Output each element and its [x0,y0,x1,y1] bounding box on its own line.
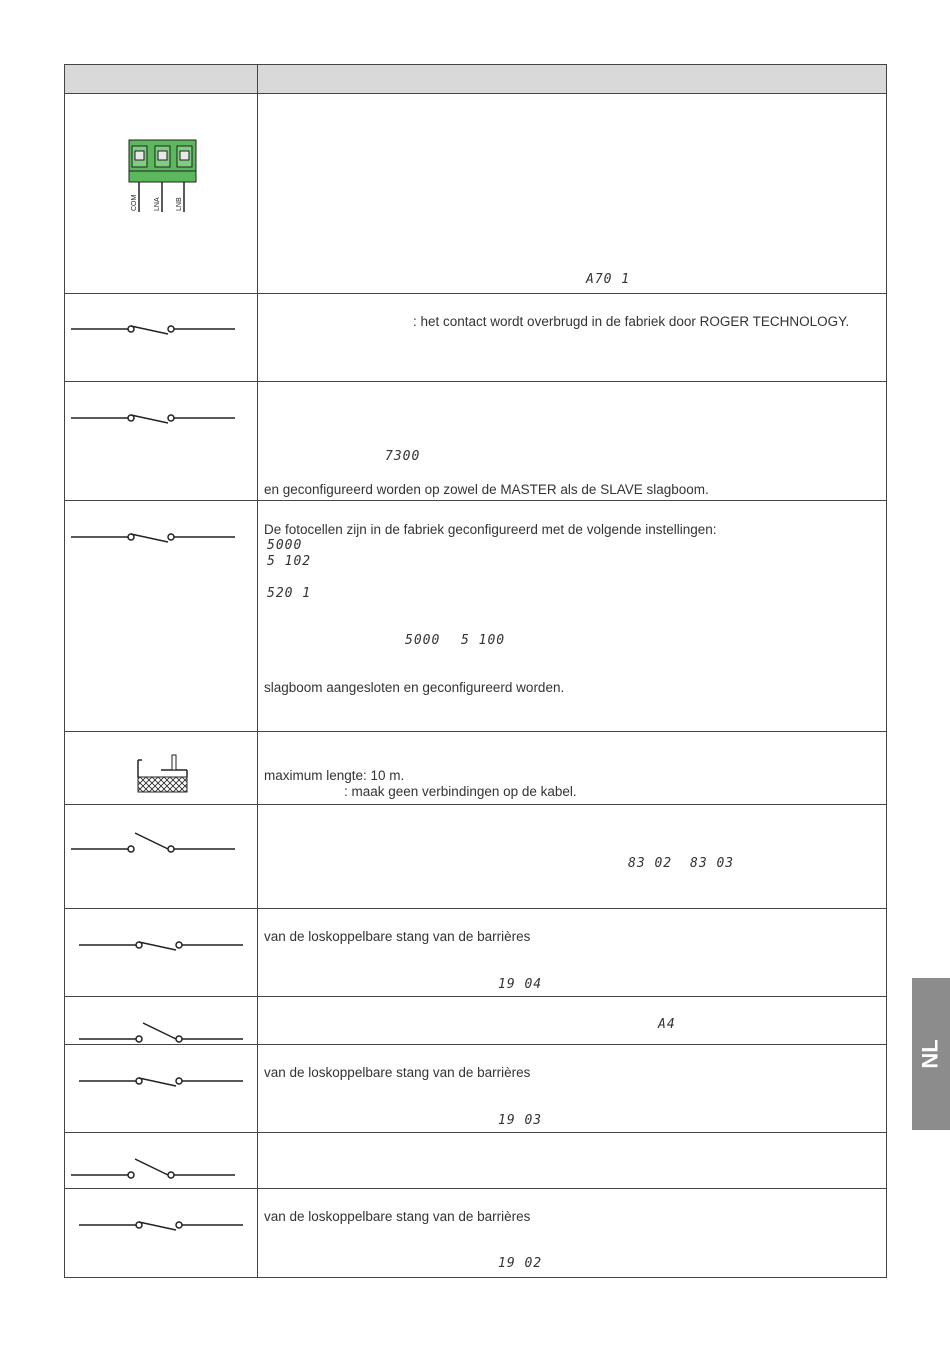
table-row [65,1189,887,1278]
symbol-cell [65,732,258,805]
nc-contact-icon [65,1189,258,1278]
language-tab-label: NL [917,1039,943,1069]
table-row [65,805,887,909]
symbol-cell [65,909,258,997]
description-cell [258,501,887,732]
display-code: 7300 [385,449,421,464]
terminal-block-icon [65,94,258,294]
nc-contact-icon [65,501,258,732]
display-code: A4 [658,1017,676,1032]
description-cell [258,382,887,501]
display-code: 83 02 [628,856,673,871]
display-code: 5000 [405,633,441,648]
display-code: A70 1 [586,272,631,287]
symbol-cell [65,94,258,294]
symbol-cell [65,1189,258,1278]
symbol-cell [65,501,258,732]
table-row [65,909,887,997]
header-symbol-cell [65,65,258,94]
table-row [65,294,887,382]
description-cell [258,94,887,294]
terminal-label-lnb: LNB [176,197,183,211]
table-row [65,997,887,1045]
display-code: 5 102 [267,554,312,569]
symbol-cell [65,1133,258,1189]
symbol-cell [65,294,258,382]
description-text: van de loskoppelbare stang van de barrières [264,929,531,944]
description-text: slagboom aangesloten en geconfigureerd worden. [264,680,565,695]
no-contact-icon [65,1133,258,1189]
no-contact-icon [65,997,258,1045]
connections-table [64,64,887,1278]
display-code: 19 04 [498,977,543,992]
table-row [65,501,887,732]
symbol-cell [65,382,258,501]
description-cell [258,1133,887,1189]
table-header-row [65,65,887,94]
no-contact-icon [65,805,258,909]
description-cell [258,909,887,997]
description-text: maximum lengte: 10 m. [264,768,405,783]
nc-contact-icon [65,1045,258,1133]
nc-contact-icon [65,382,258,501]
display-code: 520 1 [267,586,312,601]
table-row [65,94,887,294]
nc-contact-icon [65,909,258,997]
terminal-label-com: COM [131,194,138,211]
description-cell [258,732,887,805]
display-code: 83 03 [690,856,735,871]
description-text: De fotocellen zijn in de fabriek geconfigureerd met de volgende instellingen: [264,522,717,537]
table-row [65,1045,887,1133]
description-text: van de loskoppelbare stang van de barrières [264,1209,531,1224]
coax-cable-icon [65,732,258,805]
display-code: 5000 [267,538,303,553]
description-text: : het contact wordt overbrugd in de fabriek door ROGER TECHNOLOGY. [413,314,850,329]
display-code: 19 03 [498,1113,543,1128]
description-cell [258,997,887,1045]
description-text: van de loskoppelbare stang van de barrières [264,1065,531,1080]
table-row [65,1133,887,1189]
symbol-cell [65,805,258,909]
symbol-cell [65,1045,258,1133]
display-code: 19 02 [498,1256,543,1271]
description-text: en geconfigureerd worden op zowel de MASTER als de SLAVE slagboom. [264,482,709,497]
description-text: : maak geen verbindingen op de kabel. [344,784,577,799]
table-row [65,382,887,501]
description-cell [258,294,887,382]
description-cell [258,1189,887,1278]
language-tab [912,978,950,1130]
terminal-label-lna: LNA [154,197,161,211]
header-description-cell [258,65,887,94]
table-row [65,732,887,805]
description-cell [258,805,887,909]
nc-contact-icon [65,294,258,382]
symbol-cell [65,997,258,1045]
description-cell [258,1045,887,1133]
display-code: 5 100 [461,633,506,648]
